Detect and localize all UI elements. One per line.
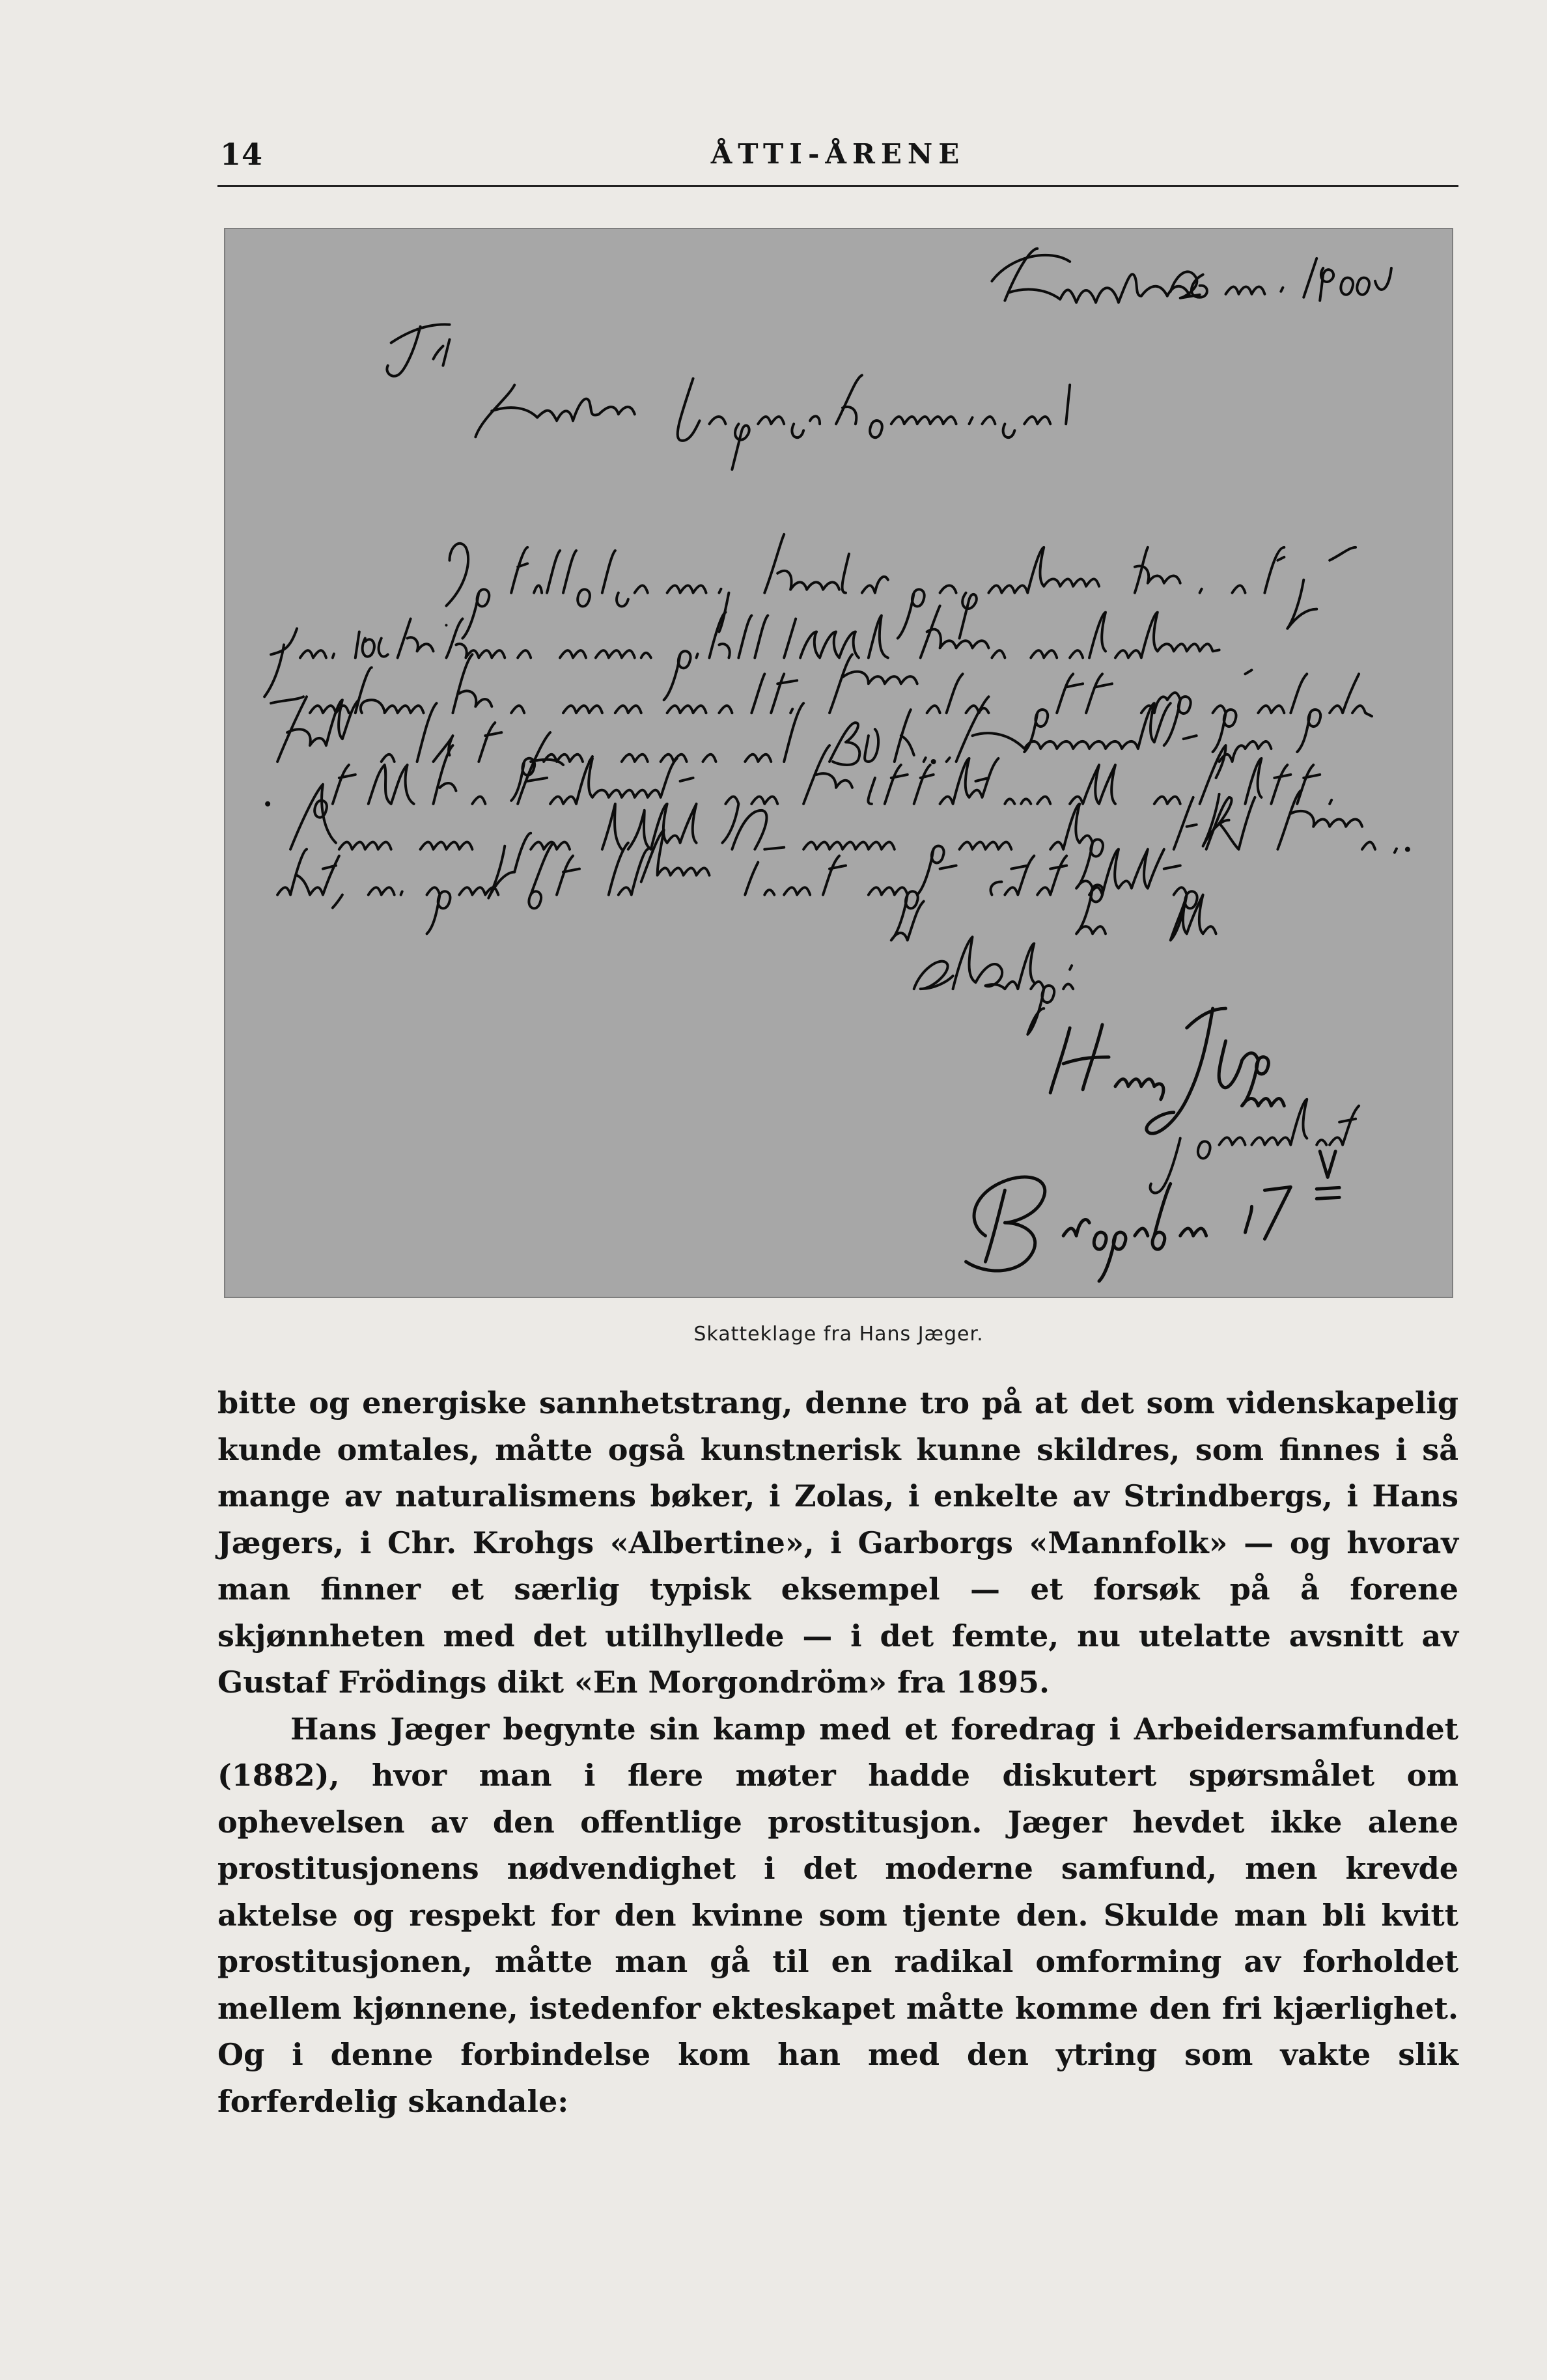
letter-dateline xyxy=(992,249,1391,303)
letter-body xyxy=(264,534,1397,940)
figure-caption: Skatteklage fra Hans Jæger. xyxy=(693,1323,984,1346)
running-header xyxy=(217,135,1458,187)
letter-salutation xyxy=(387,324,449,376)
letter-closing xyxy=(914,937,1073,1034)
body-text xyxy=(217,1380,1458,2125)
paragraph-2: Hans Jæger begynte sin kamp med et foredrag i Arbeidersamfundet (1882), hvor man i flere møter hadde diskutert spørsmålet om ophevelsen av den offentlige prostitusjon. Jæger hevdet ikke alene prostitusjonens nødvendighet i det moderne samfund, men krevde aktelse og respekt for den kvinne som tjente den. Skulde man bli kvitt prostitusjonen, måtte man gå til en radikal omforming av forholdet mellem kjønnene, istedenfor ekteskapet måtte komme den fri kjærlighet. Og i denne forbindelse kom han med den ytring som vakte slik forferdelig skandale: xyxy=(217,1711,1458,2119)
letter-facsimile xyxy=(224,228,1453,1298)
letter-signature xyxy=(1050,1008,1284,1133)
letter-punctuation xyxy=(265,759,1410,852)
letter-addressee xyxy=(475,375,1070,469)
letter-signature-title xyxy=(1150,1100,1359,1193)
handwritten-letter xyxy=(225,229,1452,1297)
running-title: ÅTTI-ÅRENE xyxy=(710,138,966,170)
letter-address xyxy=(966,1152,1340,1282)
page-number: 14 xyxy=(220,137,264,172)
paragraph-1: bitte og energiske sannhetstrang, denne tro på at det som videnskapelig kunde omtales, måtte også kunstnerisk kunne skildres, som finnes i så mange av naturalismens bøker, i Zolas, i enkelte av Strindbergs, i Hans Jægers, i Chr. Krohgs «Albertine», i Garborgs «Mannfolk» — og hvorav man finner et særlig typisk eksempel — et forsøk på å forene skjønnheten med det utilhyllede — i det femte, nu utelatte avsnitt av Gustaf Frödings dikt «En Morgondröm» fra 1895. xyxy=(217,1385,1458,1700)
